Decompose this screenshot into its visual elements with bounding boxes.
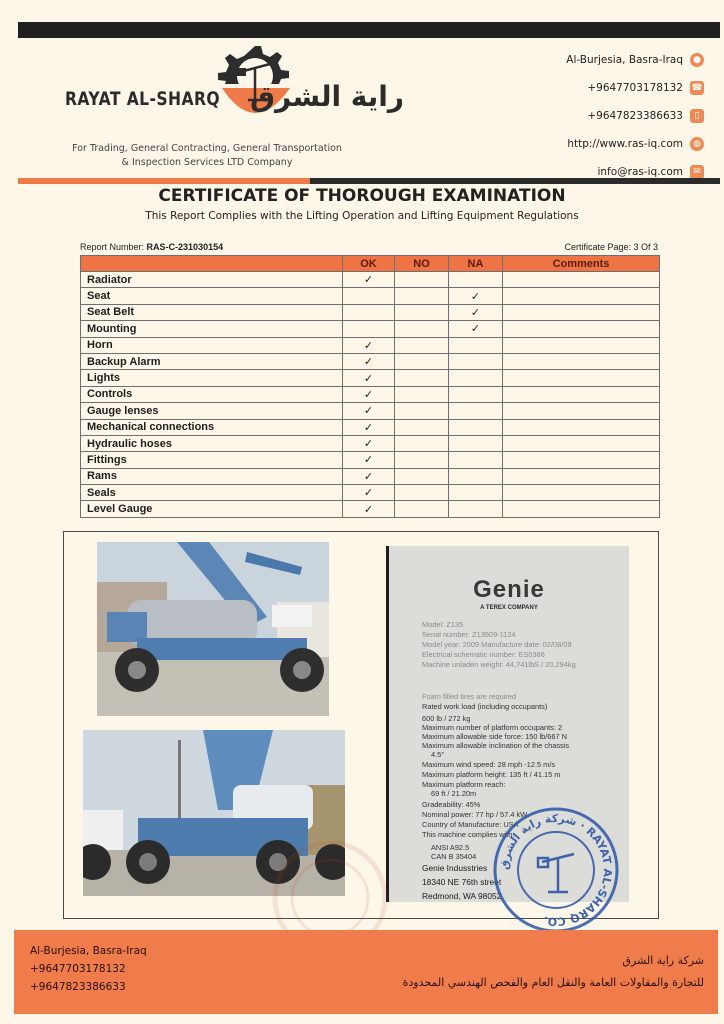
check-cell-na [449,337,503,353]
footer-phone-2[interactable]: +9647823386633 [30,981,126,993]
check-cell-na [449,272,503,288]
tagline-line-1: For Trading, General Contracting, General Transportation [72,143,342,154]
nameplate-spec-line: Rated work load (including occupants) [422,702,548,711]
footer-phone-1[interactable]: +9647703178132 [30,963,126,975]
nameplate-spec-line: Maximum allowable inclination of the chassis [422,741,570,750]
col-header-item [81,256,343,272]
nameplate-spec-line: 600 lb / 272 kg [422,714,471,723]
check-cell-ok [343,501,395,517]
nameplate-spec-line: Electrical schematic number: ES0366 [422,650,545,659]
checkmark-icon: ✓ [363,339,374,352]
checklist-item-label: Seat Belt [81,304,343,320]
checkmark-icon: ✓ [363,372,374,385]
checkmark-icon: ✓ [363,470,374,483]
check-cell-no [395,419,449,435]
header-top-bar [18,22,720,38]
comments-cell [503,435,660,451]
check-cell-no [395,403,449,419]
check-cell-ok [343,321,395,337]
stamp-ring-text: شركة راية الشرق · RAYAT AL-SHARQ CO. [497,811,615,929]
col-header-ok: OK [343,256,395,272]
checkmark-icon: ✓ [470,306,481,319]
table-row [81,501,660,517]
comments-cell [503,288,660,304]
table-row [81,337,660,353]
col-header-no: NO [395,256,449,272]
check-cell-no [395,452,449,468]
check-cell-ok [343,468,395,484]
check-cell-ok [343,370,395,386]
tagline-line-2: & Inspection Services LTD Company [121,157,293,168]
boom-lift-photo-1 [97,542,329,716]
contact-website[interactable] [504,130,704,158]
check-cell-na [449,452,503,468]
check-cell-no [395,353,449,369]
check-cell-ok [343,386,395,402]
check-cell-no [395,321,449,337]
nameplate-spec-line: Foam filled tires are required [422,692,517,701]
footer-company-desc-ar: للتجارة والمقاولات العامة والنقل العام والفحص الهندسي المحدودة [402,976,704,989]
checklist-item-label: Gauge lenses [81,403,343,419]
nameplate-spec-line: Model year: 2009 Manufacture date: 02/08/09 [422,640,572,649]
checklist-item-label: Mounting [81,321,343,337]
comments-cell [503,403,660,419]
check-cell-na [449,386,503,402]
checkmark-icon: ✓ [470,323,481,336]
checkmark-icon: ✓ [363,421,374,434]
comments-cell [503,485,660,501]
col-header-na: NA [449,256,503,272]
certificate-title: CERTIFICATE OF THOROUGH EXAMINATION [158,186,566,206]
nameplate-spec-line: Gradeability: 45% [422,800,481,809]
check-cell-ok [343,304,395,320]
col-header-comments: Comments [503,256,660,272]
checkmark-icon: ✓ [363,388,374,401]
table-row [81,435,660,451]
checklist-item-label: Rams [81,468,343,484]
checklist-item-label: Level Gauge [81,501,343,517]
report-number-label: Report Number: [80,242,145,252]
comments-cell [503,353,660,369]
nameplate-spec-line: Maximum platform reach: [422,780,506,789]
terex-label: A TEREX COMPANY [480,605,538,611]
nameplate-spec-line: Model: Z135 [422,620,464,629]
nameplate-spec-line: 4.5° [431,750,445,759]
contact-phone-2-text: +9647823386633 [587,110,683,122]
check-cell-na [449,468,503,484]
globe-icon: ◍ [690,137,704,151]
nameplate-spec-line: Machine unladen weight: 44,741lbS / 20,294kg [422,660,576,669]
telephone-icon: ☎ [690,81,704,95]
svg-text:شركة راية الشرق · RAYAT AL-SHA [498,812,614,928]
table-header-row [81,256,660,272]
check-cell-na [449,435,503,451]
table-row [81,452,660,468]
logo-text-ar: راية الشرق [250,80,405,113]
contact-phone-2[interactable] [504,102,704,130]
comments-cell [503,272,660,288]
contact-address-text: Al-Burjesia, Basra-Iraq [566,54,683,66]
check-cell-no [395,337,449,353]
table-row [81,353,660,369]
nameplate-spec-line: 18340 NE 76th street [422,877,502,887]
checklist-item-label: Controls [81,386,343,402]
table-row [81,468,660,484]
nameplate-spec-line: CAN B 35404 [431,852,477,861]
table-row [81,386,660,402]
checklist-item-label: Horn [81,337,343,353]
company-stamp [492,806,620,934]
inspection-checklist-table [80,255,660,518]
check-cell-ok [343,353,395,369]
checklist-item-label: Lights [81,370,343,386]
company-tagline [62,142,352,170]
table-row [81,403,660,419]
stamp-derrick-icon [538,854,574,892]
nameplate-spec-line: Redmond, WA 98052 [422,891,502,901]
checkmark-icon: ✓ [363,356,374,369]
check-cell-no [395,370,449,386]
check-cell-ok [343,452,395,468]
check-cell-ok [343,435,395,451]
nameplate-spec-line: 69 ft / 21.20m [431,789,477,798]
contact-address [504,46,704,74]
header-contact [504,46,704,186]
check-cell-na [449,321,503,337]
checklist-item-label: Seals [81,485,343,501]
checkmark-icon: ✓ [470,290,481,303]
nameplate-spec-line: Country of Manufacture: USA [422,820,519,829]
check-cell-na [449,370,503,386]
checklist-item-label: Mechanical connections [81,419,343,435]
comments-cell [503,321,660,337]
check-cell-na [449,419,503,435]
envelope-icon: ✉ [690,165,704,179]
checklist-item-label: Fittings [81,452,343,468]
comments-cell [503,337,660,353]
report-number [80,242,223,252]
check-cell-no [395,288,449,304]
contact-email-text: info@ras-iq.com [597,166,683,178]
comments-cell [503,468,660,484]
table-row [81,485,660,501]
checkmark-icon: ✓ [363,454,374,467]
check-cell-no [395,386,449,402]
nameplate-spec-line: Serial number: Z13509-1124 [422,630,516,639]
checkmark-icon: ✓ [363,487,374,500]
check-cell-ok [343,403,395,419]
check-cell-na [449,501,503,517]
nameplate-spec-line: Maximum platform height: 135 ft / 41.15 m [422,770,561,779]
check-cell-no [395,435,449,451]
comments-cell [503,386,660,402]
table-row [81,288,660,304]
checkmark-icon: ✓ [363,405,374,418]
check-cell-no [395,485,449,501]
table-row [81,321,660,337]
checklist-item-label: Hydraulic hoses [81,435,343,451]
table-row [81,304,660,320]
certificate-page: Certificate Page: 3 Of 3 [564,242,658,252]
footer-company-ar [403,950,704,994]
comments-cell [503,304,660,320]
check-cell-no [395,304,449,320]
check-cell-no [395,501,449,517]
nameplate-spec-line: Maximum wind speed: 28 mph -12.5 m/s [422,760,556,769]
logo-text-en: RAYAT AL-SHARQ [65,88,221,110]
checkmark-icon: ✓ [363,438,374,451]
page-footer [14,930,718,1014]
comments-cell [503,419,660,435]
check-cell-na [449,304,503,320]
nameplate-spec-line: Maximum number of platform occupants: 2 [422,723,563,732]
check-cell-ok [343,288,395,304]
comments-cell [503,370,660,386]
report-number-value: RAS-C-231030154 [146,242,224,252]
check-cell-ok [343,337,395,353]
check-cell-ok [343,272,395,288]
header-divider [18,178,720,184]
location-pin-icon: ● [690,53,704,67]
check-cell-ok [343,485,395,501]
certificate-subtitle: This Report Complies with the Lifting Operation and Lifting Equipment Regulations [145,210,579,222]
checkmark-icon: ✓ [363,274,374,287]
check-cell-na [449,353,503,369]
nameplate-spec-line: Genie Indusstries [422,863,488,873]
nameplate-spec-line: ANSI A92.5 [431,843,470,852]
contact-website-text: http://www.ras-iq.com [567,138,683,150]
mobile-phone-icon: ▯ [690,109,704,123]
nameplate-spec-line: Maximum allowable side force: 150 lb/667 N [422,732,568,741]
check-cell-na [449,485,503,501]
checkmark-icon: ✓ [363,503,374,516]
check-cell-na [449,403,503,419]
contact-phone-1-text: +9647703178132 [587,82,683,94]
company-logo [55,40,405,140]
checklist-item-label: Backup Alarm [81,353,343,369]
table-row [81,370,660,386]
checklist-item-label: Seat [81,288,343,304]
footer-address: Al-Burjesia, Basra-Iraq [30,945,147,957]
table-row [81,419,660,435]
check-cell-no [395,272,449,288]
nameplate-spec-line: This machine complies with: [422,830,515,839]
checklist-body [81,272,660,518]
comments-cell [503,501,660,517]
nameplate-spec-line: Nominal power: 77 hp / 57.4 kW [422,810,528,819]
check-cell-na [449,288,503,304]
check-cell-no [395,468,449,484]
check-cell-ok [343,419,395,435]
contact-phone-1[interactable] [504,74,704,102]
comments-cell [503,452,660,468]
genie-brand: Genie [473,576,545,603]
footer-company-name-ar: شركة راية الشرق [622,954,704,967]
checklist-item-label: Radiator [81,272,343,288]
table-row [81,272,660,288]
footer-contact [30,942,147,996]
